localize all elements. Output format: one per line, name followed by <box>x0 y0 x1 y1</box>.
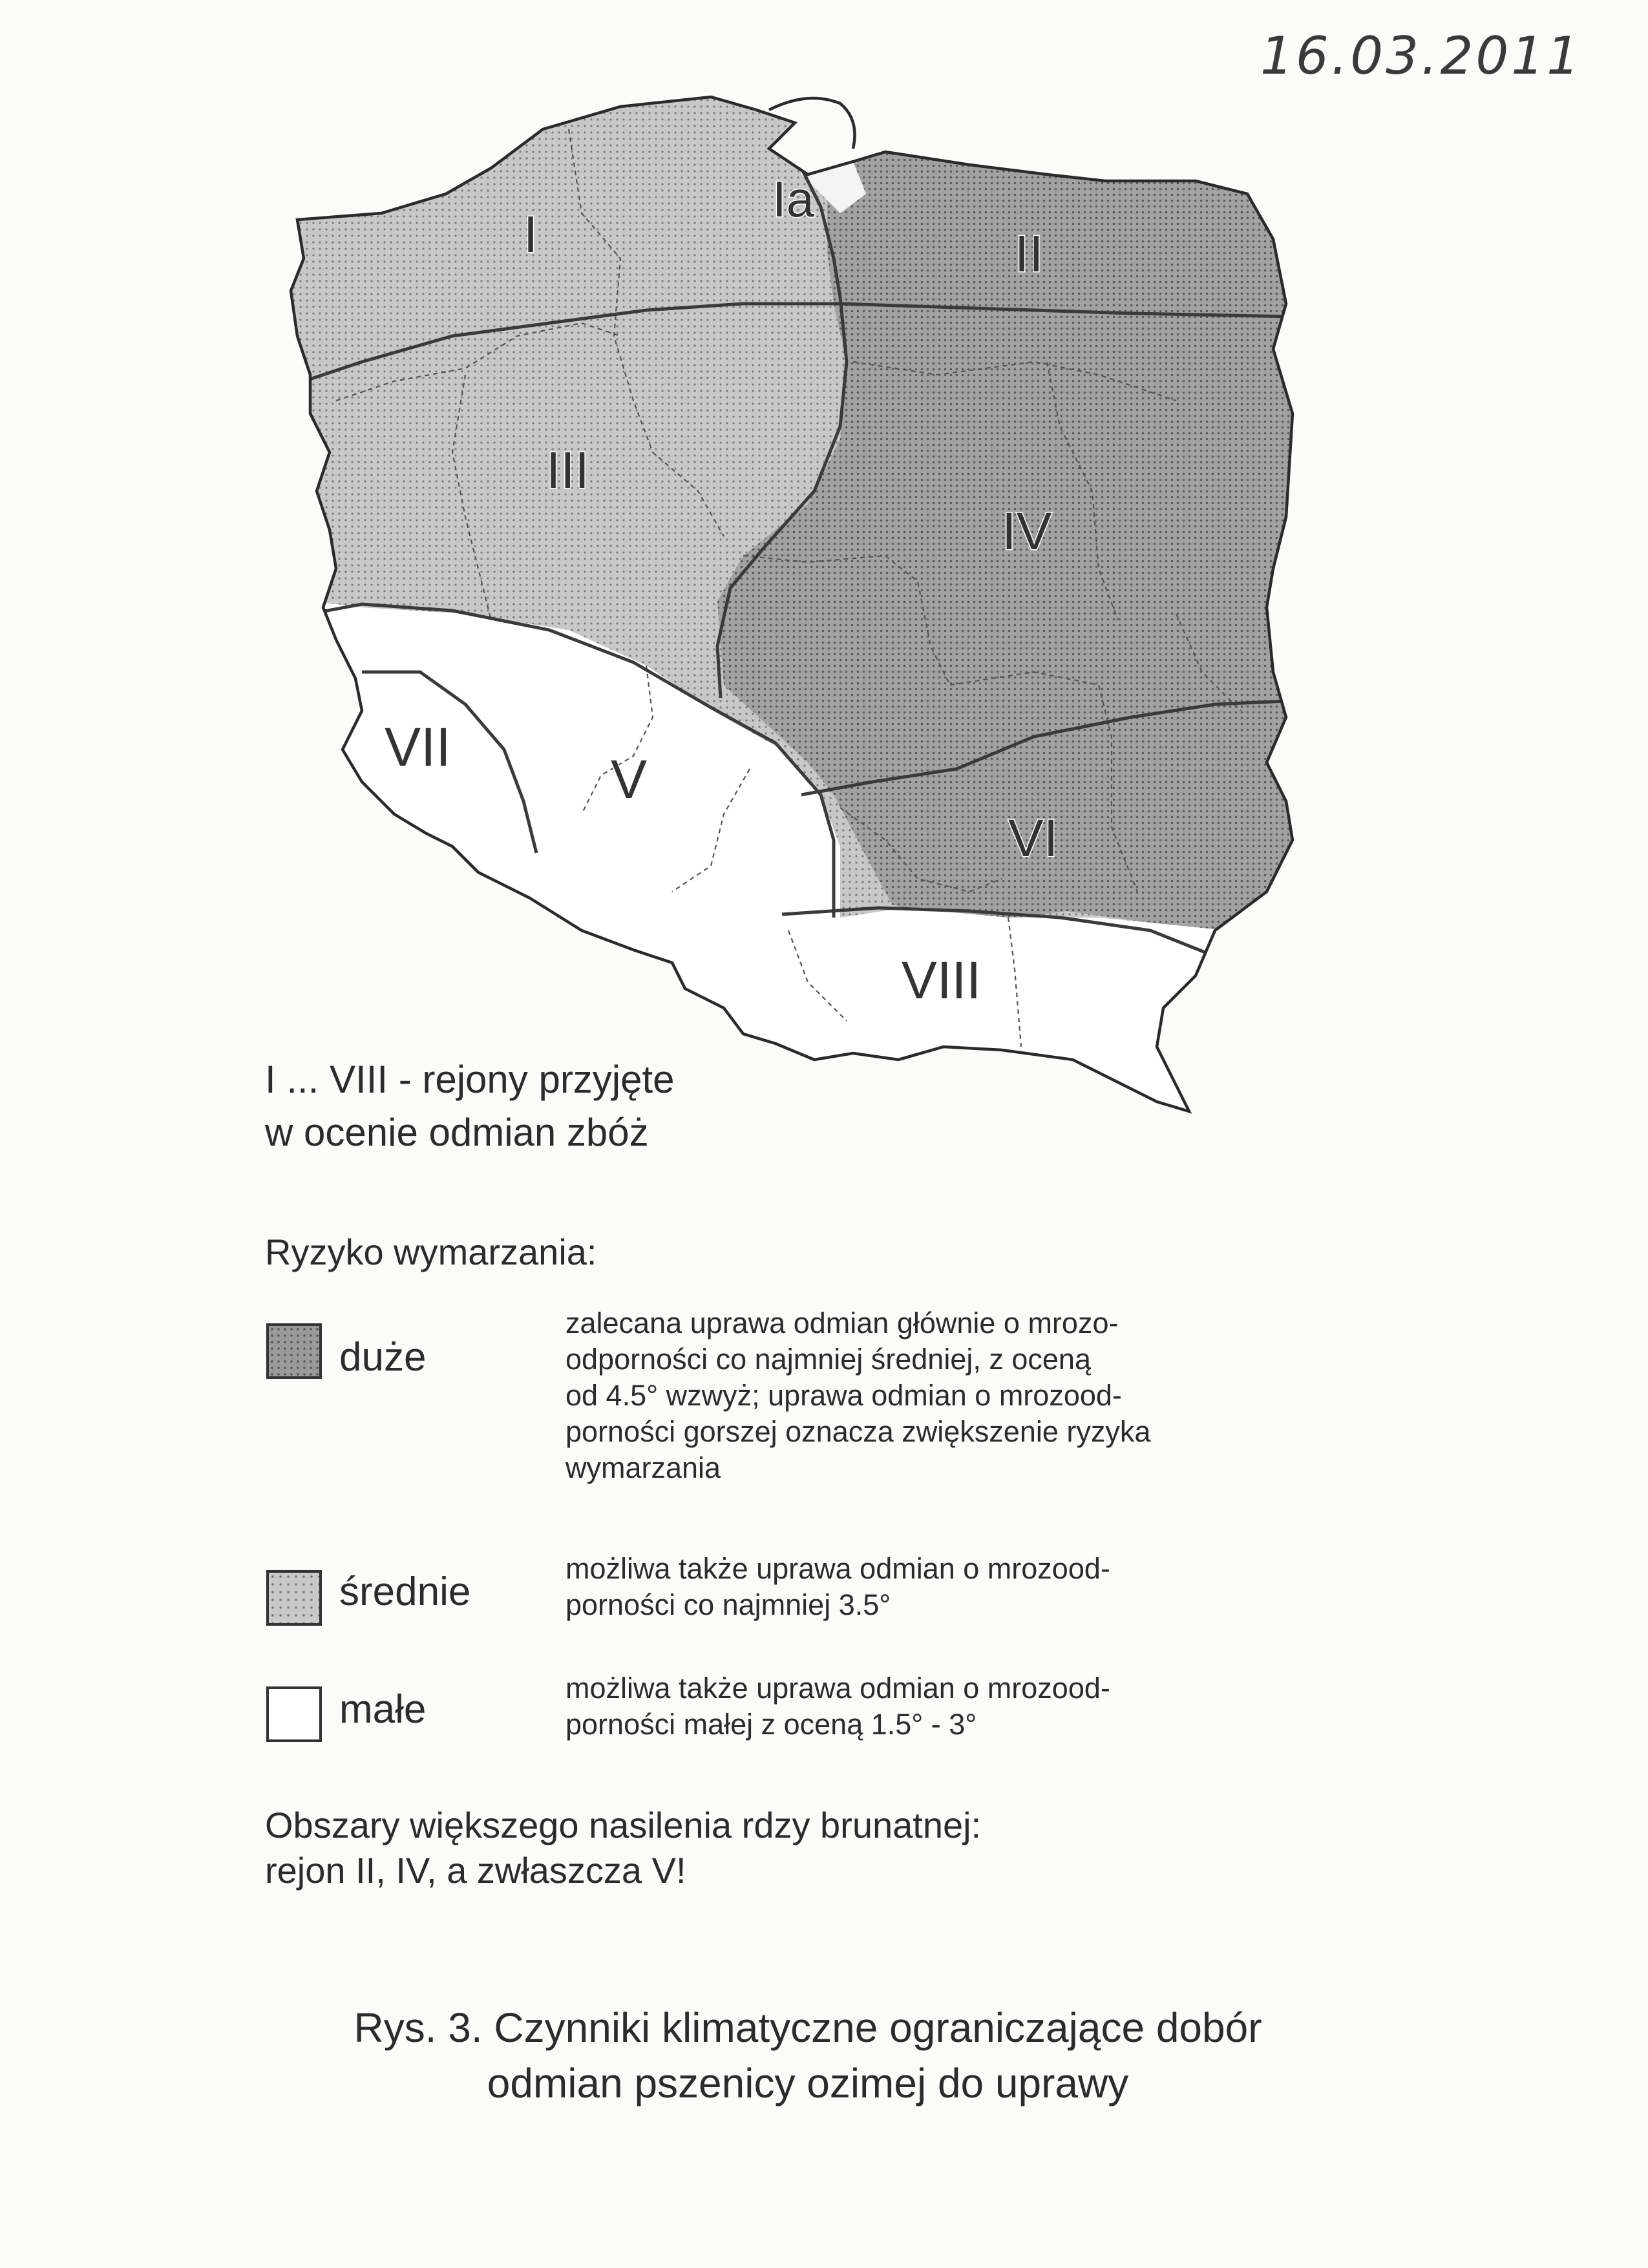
date-stamp: 16.03.2011 <box>1260 26 1583 86</box>
map-caption <box>265 1053 675 1159</box>
figure-caption: Rys. 3. Czynniki klimatyczne ograniczające dobór odmian pszenicy ozimej do uprawy <box>354 2004 1262 2106</box>
region-label-vii: VII <box>385 717 451 777</box>
legend-desc-low: możliwa także uprawa odmian o mrozood- porności małej z oceną 1.5° - 3° <box>565 1672 1110 1741</box>
map-caption-line1: I ... VIII - rejony przyjęte <box>265 1058 675 1101</box>
region-label-viii: VIII <box>902 951 982 1010</box>
legend-level-medium: średnie <box>339 1570 471 1614</box>
legend-level-high: duże <box>339 1335 427 1380</box>
rust-note: Obszary większego nasilenia rdzy brunatnej: rejon II, IV, a zwłaszcza V! <box>265 1805 982 1891</box>
region-label-vi: VI <box>1008 809 1059 868</box>
legend-swatch-low <box>266 1686 322 1742</box>
region-label-ia: Ia <box>772 171 815 227</box>
legend-desc-high: zalecana uprawa odmian głównie o mrozo- odporności co najmniej średniej, z oceną od 4.5° wzwyż; uprawa odmian o mrozood- porności gorszej oznacza zwiększenie ryzyka wymarzania <box>565 1307 1151 1484</box>
legend-desc-medium: możliwa także uprawa odmian o mrozood- porności co najmniej 3.5° <box>565 1552 1110 1621</box>
legend-swatch-medium <box>266 1570 322 1626</box>
region-label-iv: IV <box>1002 502 1052 561</box>
region-label-i: I <box>523 205 538 263</box>
legend-level-low: małe <box>339 1687 427 1732</box>
region-label-ii: II <box>1015 225 1044 282</box>
legend-title: Ryzyko wymarzania: <box>265 1232 597 1272</box>
region-label-v: V <box>611 749 648 810</box>
legend-swatch-high <box>266 1323 322 1379</box>
region-label-iii: III <box>546 441 589 499</box>
map-caption-line2: w ocenie odmian zbóż <box>265 1111 649 1154</box>
